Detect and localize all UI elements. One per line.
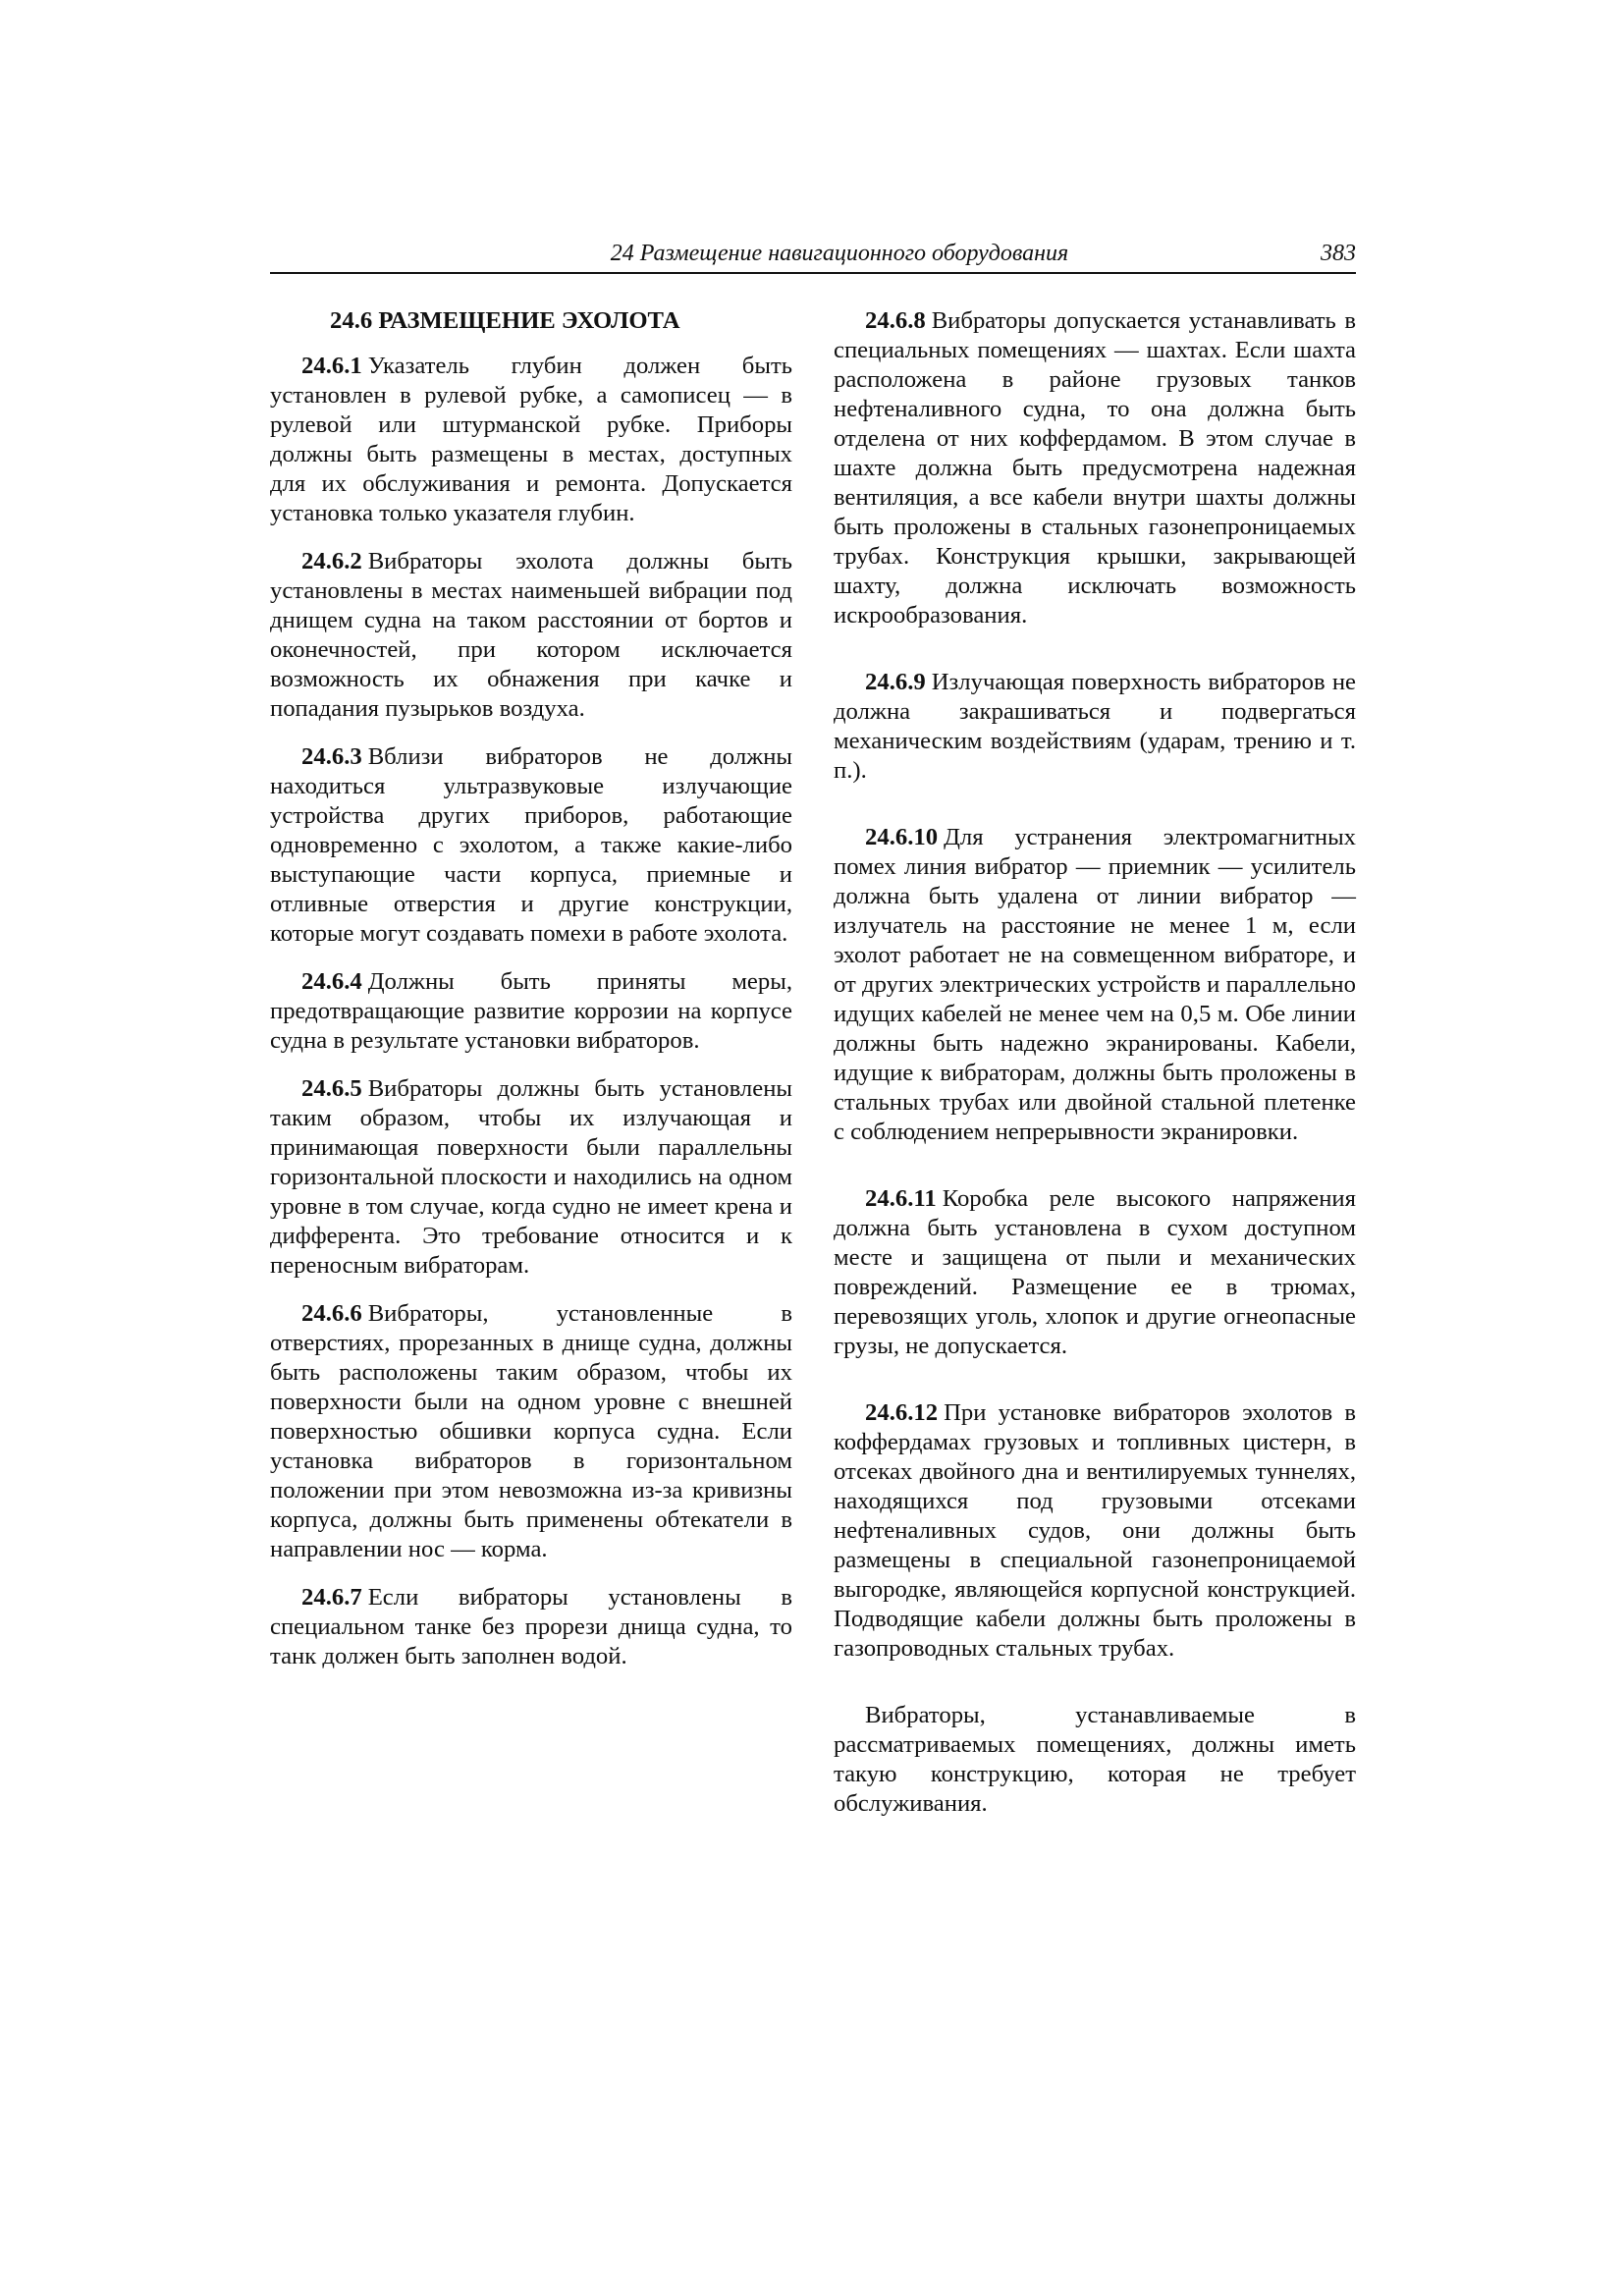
paragraph-24-6-10: [834, 823, 1356, 1147]
clause-number: 24.6.9: [865, 669, 926, 695]
clause-text: Излучающая поверхность вибраторов не должна закрашиваться и подвергаться механическим воздействиям (ударам, трению и т. п.).: [834, 669, 1356, 784]
right-column: [834, 306, 1356, 1837]
clause-text: Вибраторы допускается устанавливать в специальных помещениях — шахтах. Если шахта расположена в районе грузовых танков нефтеналивного судна, то она должна быть отделена от них коффердамом. В этом случае в шахте должна быть предусмотрена надежная вентиляция, а все кабели внутри шахты должны быть проложены в стальных газонепроницаемых трубах. Конструкция крышки, закрывающей шахту, должна исключать возможность искрообразования.: [834, 307, 1356, 629]
clause-text: Должны быть приняты меры, предотвращающие развитие коррозии на корпусе судна в результате установки вибраторов.: [270, 968, 792, 1054]
running-title: 24 Размещение навигационного оборудования: [610, 241, 1069, 266]
paragraph-24-6-6: [270, 1299, 792, 1564]
paragraph-24-6-4: [270, 967, 792, 1056]
paragraph-24-6-7: [270, 1583, 792, 1671]
clause-number: 24.6.8: [865, 307, 926, 334]
clause-text: При установке вибраторов эхолотов в коффердамах грузовых и топливных цистерн, в отсеках двойного дна и вентилируемых туннелях, находящихся под грузовыми отсеками нефтеналивных судов, они должны быть размещены в специальной газонепроницаемой выгородке, являющейся корпусной конструкцией. Подводящие кабели должны быть проложены в газопроводных стальных трубах.: [834, 1399, 1356, 1662]
clause-number: 24.6.10: [865, 824, 939, 850]
clause-text: Вблизи вибраторов не должны находиться ультразвуковые излучающие устройства других приборов, работающие одновременно с эхолотом, а также какие-либо выступающие части корпуса, приемные и отливные отверстия и другие конструкции, которые могут создавать помехи в работе эхолота.: [270, 743, 792, 947]
clause-text: Вибраторы, установленные в отверстиях, прорезанных в днище судна, должны быть расположены таким образом, чтобы их поверхности были на одном уровне с внешней поверхностью обшивки корпуса судна. Если установка вибраторов в горизонтальном положении при этом невозможна из-за кривизны корпуса, должны быть применены обтекатели в направлении нос — корма.: [270, 1300, 792, 1562]
clause-number: 24.6.1: [301, 353, 362, 379]
clause-number: 24.6.2: [301, 548, 362, 574]
clause-text: Если вибраторы установлены в специальном танке без прорези днища судна, то танк должен быть заполнен водой.: [270, 1584, 792, 1669]
clause-number: 24.6.4: [301, 968, 362, 995]
clause-number: 24.6.6: [301, 1300, 362, 1327]
clause-text: Указатель глубин должен быть установлен в рулевой рубке, а самописец — в рулевой или штурманской рубке. Приборы должны быть размещены в местах, доступных для их обслуживания и ремонта. Допускается установка только указателя глубин.: [270, 353, 792, 526]
clause-number: 24.6.3: [301, 743, 362, 770]
clause-text: Коробка реле высокого напряжения должна быть установлена в сухом доступном месте и защищена от пыли и механических повреждений. Размещение ее в трюмах, перевозящих уголь, хлопок и другие огнеопасные грузы, не допускается.: [834, 1185, 1356, 1359]
page-number: 383: [1321, 241, 1356, 266]
paragraph-24-6-3: [270, 742, 792, 949]
left-column: [270, 306, 792, 1690]
paragraph-24-6-8: [834, 306, 1356, 630]
clause-text: Вибраторы эхолота должны быть установлены в местах наименьшей вибрации под днищем судна на таком расстоянии от бортов и оконечностей, при котором исключается возможность их обнажения при качке и попадания пузырьков воздуха.: [270, 548, 792, 722]
paragraph-24-6-12-continued: [834, 1701, 1356, 1819]
paragraph-24-6-1: [270, 352, 792, 528]
paragraph-24-6-12: [834, 1398, 1356, 1664]
clause-text: Вибраторы должны быть установлены таким образом, чтобы их излучающая и принимающая поверхности были параллельны горизонтальной плоскости и находились на одном уровне в том случае, когда судно не имеет крена и дифферента. Это требование относится и к переносным вибраторам.: [270, 1075, 792, 1279]
clause-text: Вибраторы, устанавливаемые в рассматриваемых помещениях, должны иметь такую конструкцию, которая не требует обслуживания.: [834, 1702, 1356, 1817]
clause-text: Для устранения электромагнитных помех линия вибратор — приемник — усилитель должна быть удалена от линии вибратор — излучатель на расстояние не менее 1 м, если эхолот работает не на совмещенном вибраторе, и от других электрических устройств и параллельно идущих кабелей не менее чем на 0,5 м. Обе линии должны быть надежно экранированы. Кабели, идущие к вибраторам, должны быть проложены в стальных трубах или двойной стальной плетенке с соблюдением непрерывности экранировки.: [834, 824, 1356, 1145]
paragraph-24-6-2: [270, 547, 792, 724]
paragraph-24-6-9: [834, 668, 1356, 786]
clause-number: 24.6.12: [865, 1399, 939, 1426]
clause-number: 24.6.7: [301, 1584, 362, 1611]
clause-number: 24.6.11: [865, 1185, 937, 1212]
paragraph-24-6-5: [270, 1074, 792, 1281]
page-header: [270, 239, 1356, 274]
clause-number: 24.6.5: [301, 1075, 362, 1102]
section-heading: 24.6 РАЗМЕЩЕНИЕ ЭХОЛОТА: [330, 307, 680, 334]
paragraph-24-6-11: [834, 1184, 1356, 1361]
